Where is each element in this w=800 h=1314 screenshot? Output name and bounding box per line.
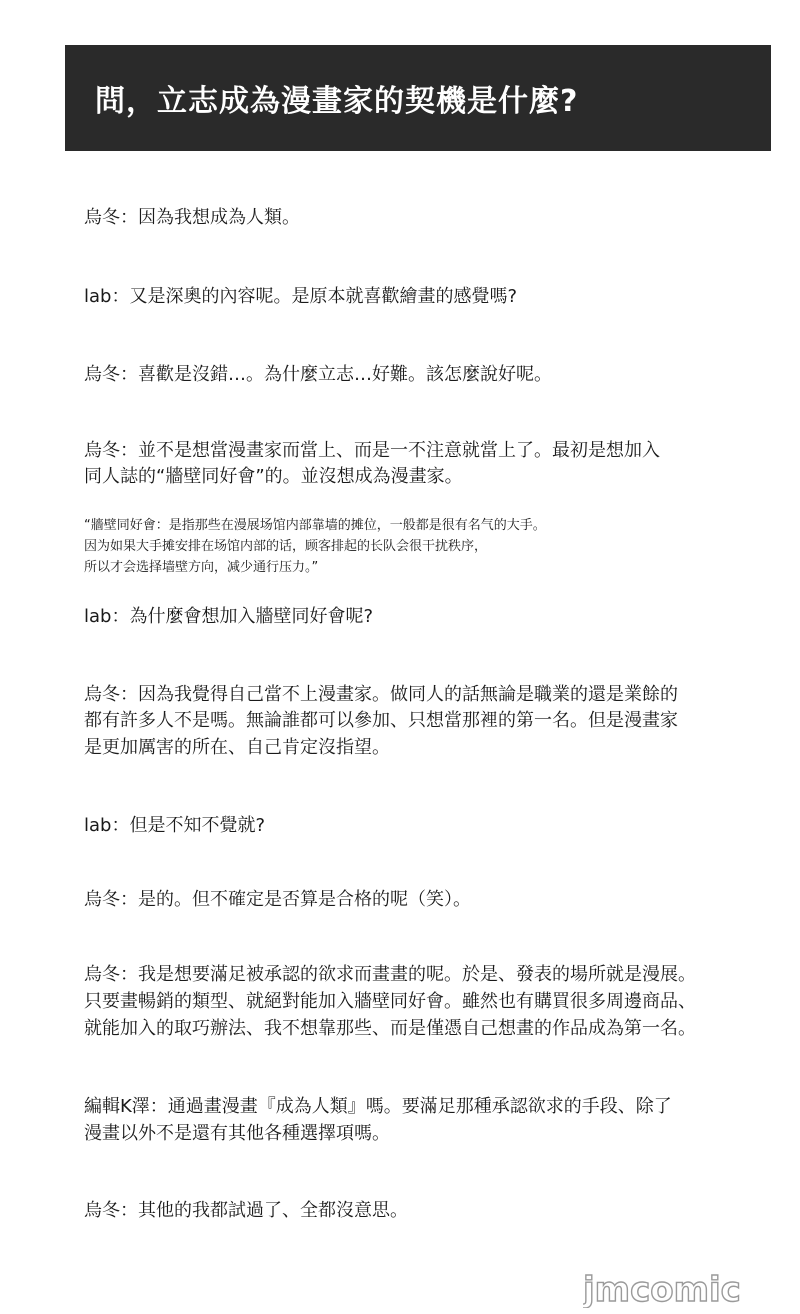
dialogue-line: lab：但是不知不覺就? [84,815,266,836]
dialogue-line: 漫畫以外不是還有其他各種選擇項嗎。 [84,1123,390,1144]
dialogue-line: 烏冬：我是想要滿足被承認的欲求而畫畫的呢。於是、發表的場所就是漫展。 [84,964,696,985]
dialogue-line: 烏冬：因為我想成為人類。 [84,207,300,228]
page-title: 問，立志成為漫畫家的契機是什麼? [95,84,579,119]
dialogue-line: 都有許多人不是嗎。無論誰都可以參加、只想當那裡的第一名。但是漫畫家 [84,710,678,731]
dialogue-line: 只要畫暢銷的類型、就絕對能加入牆壁同好會。雖然也有購買很多周邊商品、 [84,991,696,1012]
footnote-line: “牆壁同好會：是指那些在漫展场馆内部靠墙的摊位，一般都是很有名气的大手。 [84,518,546,533]
dialogue-line: lab：為什麼會想加入牆壁同好會呢? [84,606,374,627]
dialogue-line: lab：又是深奧的內容呢。是原本就喜歡繪畫的感覺嗎? [84,286,518,307]
dialogue-line: 烏冬：因為我覺得自己當不上漫畫家。做同人的話無論是職業的還是業餘的 [84,684,678,705]
dialogue-line: 烏冬：是的。但不確定是否算是合格的呢（笑）。 [84,889,471,910]
footnote-line: 所以才会选择墙壁方向，减少通行压力。” [84,560,319,575]
title-banner [65,45,771,151]
watermark-text: jmcomic [583,1270,741,1308]
dialogue-line: 同人誌的“牆壁同好會”的。並沒想成為漫畫家。 [84,466,463,487]
dialogue-line: 編輯K澤：通過畫漫畫『成為人類』嗎。要滿足那種承認欲求的手段、除了 [84,1096,672,1117]
dialogue-line: 是更加厲害的所在、自己肯定沒指望。 [84,737,390,758]
dialogue-line: 烏冬：喜歡是沒錯…。為什麼立志…好難。該怎麼說好呢。 [84,364,552,385]
footnote-line: 因为如果大手摊安排在场馆内部的话，顾客排起的长队会很干扰秩序， [84,539,488,554]
dialogue-line: 烏冬：其他的我都試過了、全都沒意思。 [84,1200,408,1221]
watermark-logo [583,1268,788,1308]
dialogue-line: 就能加入的取巧辦法、我不想靠那些、而是僅憑自己想畫的作品成為第一名。 [84,1018,696,1039]
dialogue-line: 烏冬：並不是想當漫畫家而當上、而是一不注意就當上了。最初是想加入 [84,440,660,461]
